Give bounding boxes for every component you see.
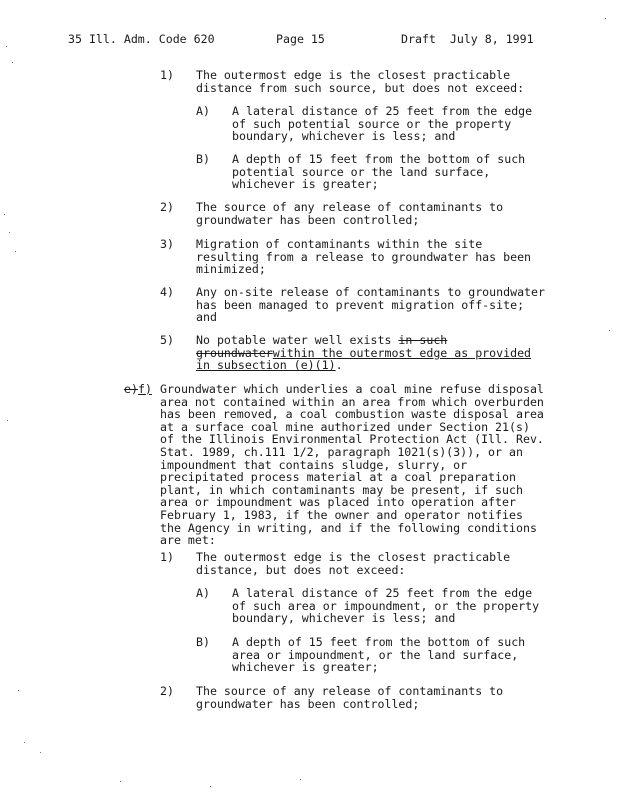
item-label: 2) [160,684,174,698]
item-label: A) [196,104,210,118]
item-label: 2) [160,200,174,214]
list-item: A lateral distance of 25 feet from the edge of such area or impoundment, or the property boundary, whichever is less; and [232,586,540,626]
scan-speck [40,752,41,753]
list-item: A lateral distance of 25 feet from the edge of such potential source or the property boundary, whichever is less; and [232,104,533,144]
scan-speck [210,786,211,787]
inserted-text: in subsection (e)(1) [196,358,336,373]
section-paragraph: Groundwater which underlies a coal mine refuse disposal area not contained within an area from which overburden has been removed, a coal combustion waste disposal area at a surface coal mine authorized under Section 21(s) of the Illinois Environmental Protection Act (Ill. Rev. Stat. 1989, ch.111 1/2, paragraph 1021(s)(3)), or an impoundment that contains sludge, slurry, or precipitated process material at a coal preparation plant, in which contaminants may be present, if such area or impoundment was placed into operation after February 1, 1983, if the owner and operator notifies the Agency in writing, and if the following conditions are met: [160,382,544,548]
list-item: No potable water well exists in such groundwaterwithin the outermost edge as provided in subsection (e)(1). [196,333,532,373]
item-label: 5) [160,333,174,347]
list-item: A depth of 15 feet from the bottom of such potential source or the land surface, whichever is greater; [232,152,526,192]
list-item: Any on-site release of contaminants to groundwater has been managed to prevent migration off-site; and [196,285,546,325]
struck-text: in such [398,333,448,347]
scan-speck [18,690,19,691]
inserted-text: within the outermost edge as provided [272,345,532,360]
scan-speck [605,18,606,19]
scan-speck [9,232,10,233]
scan-speck [12,62,13,63]
list-item: Migration of contaminants within the site resulting from a release to groundwater has been minimized; [196,237,532,277]
scan-speck [609,330,610,331]
section-label [124,383,152,396]
item-label: B) [196,635,210,649]
struck-text: groundwater [196,345,273,360]
header-page-number: Page 15 [276,32,325,46]
item-label: 1) [160,550,174,564]
header-draft-date: Draft July 8, 1991 [401,32,534,46]
item-label: 1) [160,68,174,82]
scan-speck [300,779,301,780]
inserted-label: f) [137,382,152,396]
struck-label: e) [124,382,138,396]
scan-speck [4,214,5,215]
item-label: A) [196,586,210,600]
scan-speck [6,46,7,47]
item-label: 3) [160,237,174,251]
header-code: 35 Ill. Adm. Code 620 [68,32,215,46]
list-item: A depth of 15 feet from the bottom of such area or impoundment, or the land surface, whichever is greater; [232,635,526,675]
item-label: B) [196,152,210,166]
list-item: The source of any release of contaminants to groundwater has been controlled; [196,684,504,711]
list-item: The source of any release of contaminants to groundwater has been controlled; [196,200,504,227]
page-header [68,33,548,47]
scan-speck [24,742,25,743]
item-label: 4) [160,285,174,299]
list-item: The outermost edge is the closest practicable distance from such source, but does not exceed: [196,68,525,95]
scan-speck [120,781,121,782]
scan-speck [7,420,8,421]
scan-speck [15,251,16,252]
list-item: The outermost edge is the closest practicable distance, but does not exceed: [196,550,511,577]
